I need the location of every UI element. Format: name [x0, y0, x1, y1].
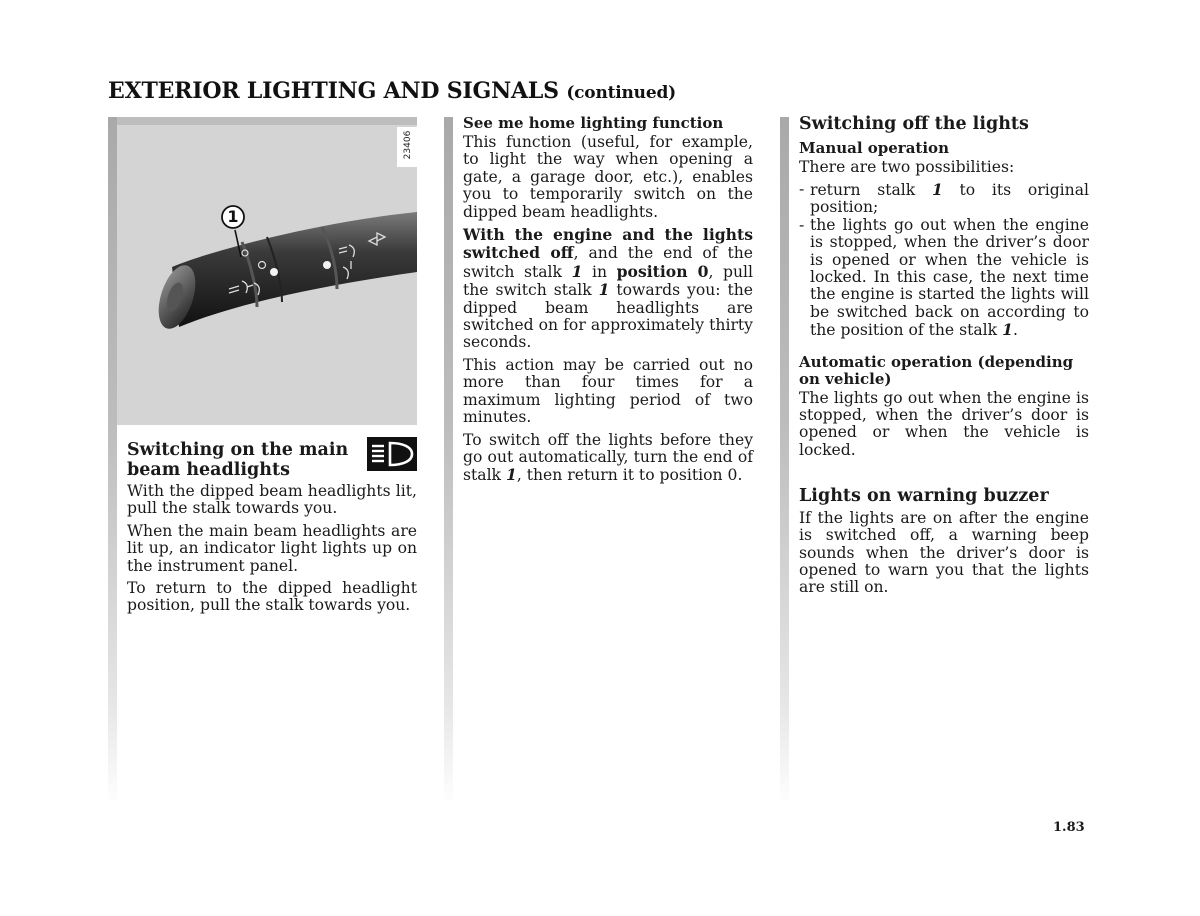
main-beam-paragraph-2: When the main beam headlights are lit up, an indicator light lights up on the instrument panel. [127, 521, 417, 575]
manual-operation-heading: Manual operation [799, 138, 949, 157]
main-beam-heading-line1: Switching on the main [127, 440, 349, 460]
text-span: towards you: the dipped beam headlights are switched on for approximately thirty seconds. [463, 281, 753, 352]
stalk-number: 1 [505, 465, 517, 485]
list-item-text [810, 181, 1089, 217]
text-span: to its original position; [810, 180, 1089, 217]
see-me-home-paragraph-1: This function (useful, for example, to light the way when opening a gate, a garage door, etc.), enables you to temporarily switch on the dipped beam headlights. [463, 133, 753, 221]
position-zero-bold: position 0 [616, 261, 709, 281]
see-me-home-paragraph-3: This action may be carried out no more than four times for a maximum lighting period of two minutes. [463, 355, 753, 427]
list-item [799, 217, 1089, 340]
column-3 [799, 115, 1089, 602]
page-title-main: EXTERIOR LIGHTING AND SIGNALS [108, 78, 559, 104]
page-title [108, 78, 676, 104]
see-me-home-heading: See me home lighting function [463, 114, 724, 132]
see-me-home-paragraph-2 [463, 226, 753, 352]
main-beam-headlight-icon [367, 437, 417, 471]
column-2-edge-bar [444, 117, 453, 807]
lighting-stalk-figure [117, 117, 417, 425]
stalk-number: 1 [598, 280, 610, 300]
see-me-home-paragraph-4 [463, 432, 753, 485]
text-span: , then return it to position 0. [516, 466, 743, 485]
possibilities-list [799, 181, 1089, 340]
stalk-number: 1 [571, 261, 583, 281]
text-span: return stalk [810, 180, 932, 199]
main-beam-heading-line2: beam headlights [127, 459, 290, 480]
text-span: the lights go out when the engine is stopped, when the driver’s door is opened or when the vehicle is locked. In this case, the next time the engine is started the lights will be switched back on according to the position of the stalk [810, 215, 1089, 340]
list-dash: - [799, 215, 805, 234]
stalk-number: 1 [931, 179, 943, 199]
list-item-text [810, 217, 1089, 340]
text-span: , pull the switch stalk [463, 262, 754, 300]
engine-off-bold: With the engine and the lights switched off [463, 225, 753, 263]
column-2 [463, 115, 753, 490]
text-span: To switch off the lights before they go out automatically, turn the end of stalk [463, 430, 753, 485]
column-3-edge-bar [780, 117, 789, 807]
page-title-continued: (continued) [566, 83, 676, 103]
callout-number: 1 [227, 207, 239, 226]
text-span: . [1012, 321, 1018, 340]
column-1-edge-bar [108, 117, 117, 807]
figure-code-text: 23406 [403, 130, 413, 160]
stalk-number: 1 [1002, 320, 1013, 340]
two-possibilities-text: There are two possibilities: [799, 157, 1015, 176]
automatic-operation-text: The lights go out when the engine is stopped, when the driver’s door is opened or when the vehicle is locked. [799, 388, 1089, 459]
warning-buzzer-text: If the lights are on after the engine is switched off, a warning beep sounds when the driver’s door is opened to warn you that the lights are still on. [799, 508, 1089, 597]
stalk-illustration [117, 117, 417, 425]
warning-buzzer-heading: Lights on warning buzzer [799, 486, 1049, 507]
page-number: 1.83 [1053, 820, 1085, 835]
text-span: , and the end of the switch stalk [463, 244, 753, 281]
switching-off-heading: Switching off the lights [799, 114, 1029, 134]
automatic-operation-heading: Automatic operation (depending on vehicle) [799, 352, 1074, 388]
text-span: in [582, 262, 617, 281]
list-dash: - [799, 179, 805, 198]
main-beam-paragraph-1: With the dipped beam headlights lit, pull the stalk towards you. [127, 482, 417, 518]
main-beam-paragraph-3: To return to the dipped headlight position, pull the stalk towards you. [127, 579, 417, 615]
list-item [799, 181, 1089, 217]
